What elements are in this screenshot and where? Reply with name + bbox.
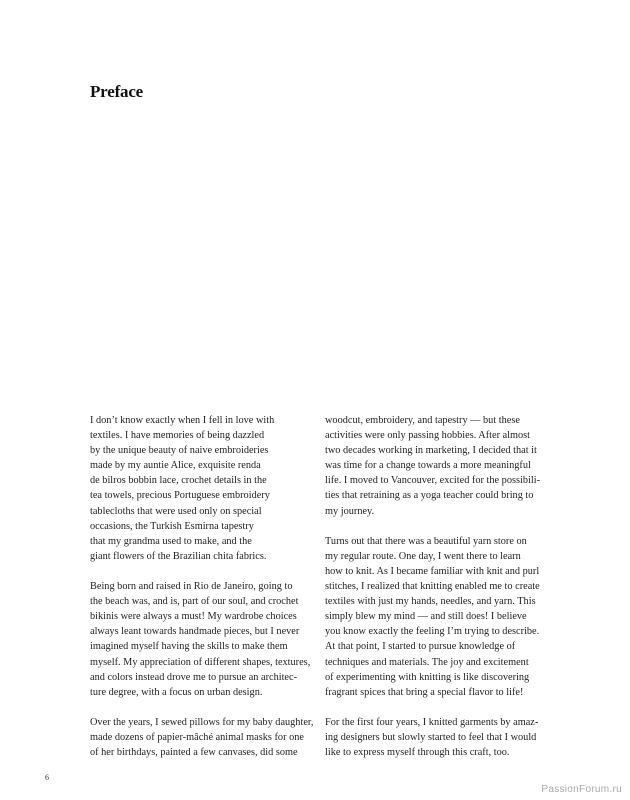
text-line: giant flowers of the Brazilian chita fabrics. — [90, 550, 267, 562]
text-line: simply blew my mind — and still does! I believe — [325, 611, 527, 623]
text-line: always leant towards handmade pieces, but I never — [90, 626, 300, 638]
text-line: ture degree, with a focus on urban design. — [90, 686, 263, 698]
text-line: For the first four years, I knitted garments by amaz- — [325, 716, 539, 728]
text-line: techniques and materials. The joy and excitement — [325, 656, 529, 668]
text-line: that my grandma used to make, and the — [90, 535, 252, 547]
text-line: activities were only passing hobbies. After almost — [325, 430, 531, 442]
text-line: my journey. — [325, 505, 375, 517]
text-line: like to express myself through this craft, too. — [325, 747, 510, 759]
text-line: occasions, the Turkish Esmirna tapestry — [90, 520, 254, 532]
text-line: tea towels, precious Portuguese embroidery — [90, 490, 270, 502]
text-line: Over the years, I sewed pillows for my baby daughter, — [90, 716, 314, 728]
text-line: how to knit. As I became familiar with knit and purl — [325, 565, 540, 577]
text-line: At that point, I started to pursue knowledge of — [325, 641, 516, 653]
text-line: Being born and raised in Rio de Janeiro, going to — [90, 581, 293, 593]
text-line: I don’t know exactly when I fell in love with — [90, 415, 275, 426]
text-line: Turns out that there was a beautiful yarn store on — [325, 535, 527, 547]
text-line: textiles. I have memories of being dazzled — [90, 430, 265, 442]
text-line: you know exactly the feeling I’m trying to describe. — [325, 626, 540, 638]
text-line: by the unique beauty of naive embroideries — [90, 445, 269, 457]
watermark: PassionForum.ru — [541, 784, 622, 795]
right-column — [325, 413, 545, 775]
text-line: made by my auntie Alice, exquisite renda — [90, 460, 261, 472]
text-line: bikinis were always a must! My wardrobe choices — [90, 611, 297, 623]
page-number: 6 — [45, 773, 49, 782]
paragraph — [325, 534, 545, 700]
paragraph — [325, 715, 545, 760]
left-column — [90, 413, 314, 775]
paragraph — [90, 579, 311, 700]
text-line: tablecloths that were used only on special — [90, 505, 262, 517]
text-line: was time for a change towards a more meaningful — [325, 460, 531, 472]
text-line: life. I moved to Vancouver, excited for the possibili- — [325, 475, 541, 487]
text-line: fragrant spices that bring a special flavor to life! — [325, 686, 524, 698]
text-line: the beach was, and is, part of our soul, and crochet — [90, 596, 299, 608]
text-line: myself. My appreciation of different shapes, textures, — [90, 656, 311, 668]
text-line: ing designers but slowly started to feel that I would — [325, 731, 537, 743]
text-line: textiles with just my hands, needles, and yarn. This — [325, 596, 536, 608]
text-line: of her birthdays, painted a few canvases, did some — [90, 747, 298, 759]
text-line: made dozens of papier-mâché animal masks for one — [90, 731, 304, 743]
text-line: ties that retraining as a yoga teacher could bring to — [325, 490, 534, 502]
page-title: Preface — [90, 82, 144, 101]
text-line: imagined myself having the skills to make them — [90, 641, 288, 653]
paragraph — [325, 413, 545, 519]
paragraph — [90, 413, 300, 564]
text-line: two decades working in marketing, I decided that it — [325, 445, 537, 457]
text-line: woodcut, embroidery, and tapestry — but these — [325, 415, 520, 426]
text-line: stitches, I realized that knitting enabled me to create — [325, 581, 540, 593]
paragraph — [90, 715, 314, 760]
text-line: de bilros bobbin lace, crochet details in the — [90, 475, 267, 487]
text-line: and colors instead drove me to pursue an architec- — [90, 671, 298, 683]
text-line: my regular route. One day, I went there to learn — [325, 550, 521, 562]
text-line: of experimenting with knitting is like discovering — [325, 671, 530, 683]
